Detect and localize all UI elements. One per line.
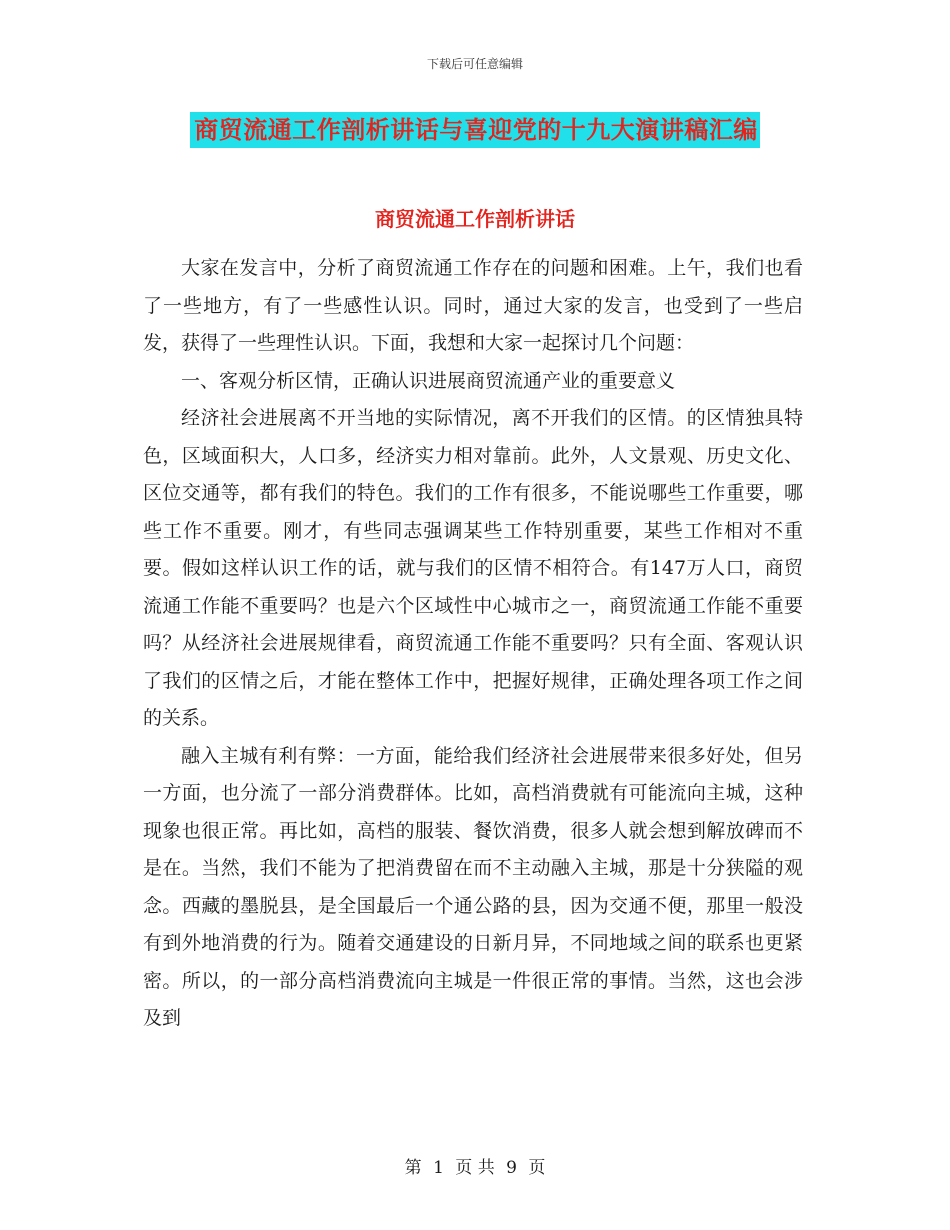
section-title: 商贸流通工作剖析讲话 — [375, 207, 575, 231]
document-body — [143, 250, 803, 1038]
header-note: 下载后可任意编辑 — [426, 57, 523, 71]
paragraph-district-analysis: 经济社会进展离不开当地的实际情况，离不开我们的区情。的区情独具特色，区域面积大，人口多，经济实力相对靠前。此外，人文景观、历史文化、区位交通等，都有我们的特色。我们的工作有很多，不能说哪些工作重要，哪些工作不重要。刚才，有些同志强调某些工作特别重要，某些工作相对不重要。假如这样认识工作的话，就与我们的区情不相符合。有147万人口，商贸流通工作能不重要吗？也是六个区域性中心城市之一，商贸流通工作能不重要吗？从经济社会进展规律看，商贸流通工作能不重要吗？只有全面、客观认识了我们的区情之后，才能在整体工作中，把握好规律，正确处理各项工作之间的关系。 — [143, 407, 803, 729]
footer-suffix: 页 — [528, 1158, 546, 1178]
footer-mid: 页 共 — [455, 1158, 495, 1178]
page-footer — [0, 1153, 950, 1178]
paragraph-heading-1: 一、客观分析区情，正确认识进展商贸流通产业的重要意义 — [181, 369, 676, 392]
doc-title: 商贸流通工作剖析讲话与喜迎党的十九大演讲稿汇编 — [190, 112, 760, 148]
doc-title-container — [0, 112, 950, 148]
footer-prefix: 第 — [404, 1158, 422, 1178]
footer-total-pages: 9 — [506, 1158, 517, 1178]
footer-current-page: 1 — [433, 1158, 444, 1178]
paragraph-integration: 融入主城有利有弊：一方面，能给我们经济社会进展带来很多好处，但另一方面，也分流了一部分消费群体。比如，高档消费就有可能流向主城，这种现象也很正常。再比如，高档的服装、餐饮消费，很多人就会想到解放碑而不是在。当然，我们不能为了把消费留在而不主动融入主城，那是十分狭隘的观念。西藏的墨脱县，是全国最后一个通公路的县，因为交通不便，那里一般没有到外地消费的行为。随着交通建设的日新月异，不同地域之间的联系也更紧密。所以，的一部分高档消费流向主城是一件很正常的事情。当然，这也会涉及到 — [143, 744, 803, 1029]
paragraph-intro: 大家在发言中，分析了商贸流通工作存在的问题和困难。上午，我们也看了一些地方，有了一些感性认识。同时，通过大家的发言，也受到了一些启发，获得了一些理性认识。下面，我想和大家一起探讨几个问题： — [143, 257, 803, 354]
